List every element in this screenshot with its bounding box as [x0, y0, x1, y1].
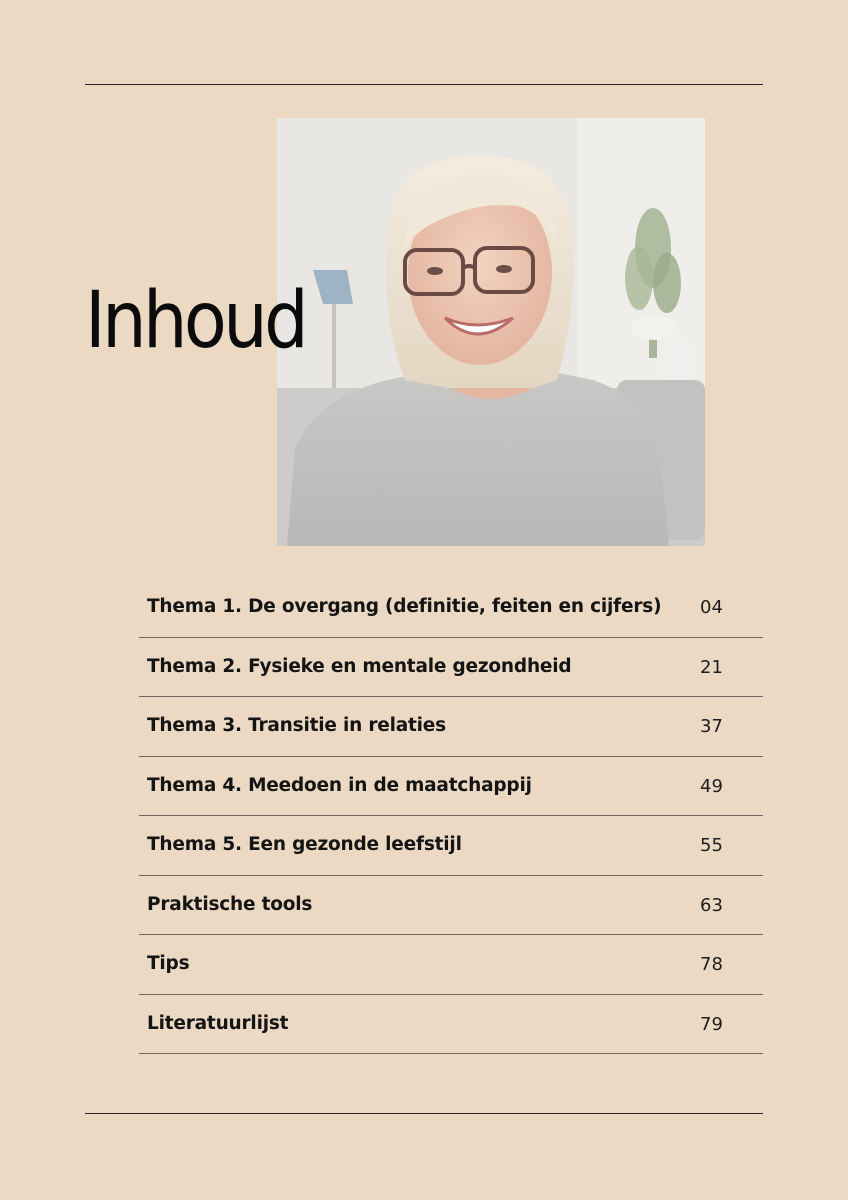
toc-item-label: Thema 1. De overgang (definitie, feiten en cijfers)	[147, 596, 662, 617]
toc-item-label: Praktische tools	[147, 893, 313, 915]
toc-item-page: 79	[700, 1013, 723, 1035]
toc-item-page: 63	[700, 894, 723, 916]
toc-item-thema-3[interactable]	[139, 697, 763, 757]
toc-item-label: Tips	[147, 953, 190, 974]
toc-item-thema-1[interactable]	[139, 578, 763, 638]
toc-item-page: 78	[700, 954, 723, 975]
toc-item-label: Literatuurlijst	[147, 1012, 289, 1034]
toc-item-thema-5[interactable]	[139, 816, 763, 876]
woman-photo	[277, 118, 705, 546]
toc-item-tips[interactable]	[139, 935, 763, 995]
toc-item-praktische-tools[interactable]	[139, 876, 763, 936]
toc-item-label: Thema 3. Transitie in relaties	[147, 715, 446, 736]
table-of-contents	[139, 578, 763, 1054]
toc-item-page: 04	[700, 597, 723, 618]
toc-item-page: 49	[700, 775, 723, 797]
toc-item-page: 37	[700, 716, 723, 737]
bottom-divider	[85, 1113, 763, 1114]
toc-item-thema-4[interactable]	[139, 757, 763, 817]
toc-item-page: 21	[700, 656, 723, 678]
top-divider	[85, 84, 763, 85]
toc-item-label: Thema 5. Een gezonde leefstijl	[147, 834, 462, 855]
toc-item-thema-2[interactable]	[139, 638, 763, 698]
page-title: Inhoud	[85, 276, 306, 366]
toc-item-page: 55	[700, 835, 723, 856]
toc-item-label: Thema 2. Fysieke en mentale gezondheid	[147, 655, 572, 677]
toc-item-label: Thema 4. Meedoen in de maatchappij	[147, 774, 532, 796]
toc-item-literatuurlijst[interactable]	[139, 995, 763, 1055]
